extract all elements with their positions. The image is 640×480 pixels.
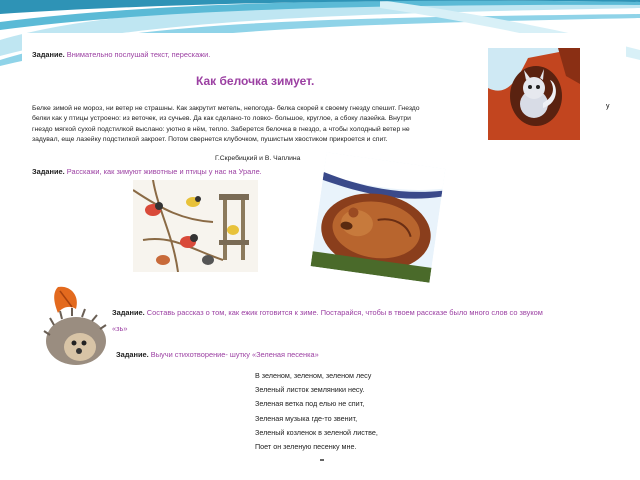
story-title: Как белочка зимует.: [196, 74, 315, 88]
poem-line-3: Зеленая ветка под елью не спит,: [255, 399, 365, 409]
task4-line: [116, 350, 319, 360]
task1-text: Внимательно послушай текст, перескажи.: [66, 50, 211, 59]
task3-label: Задание.: [112, 308, 145, 317]
task1-label: Задание.: [32, 50, 65, 59]
poem-line-6: Поет он зеленую песенку мне.: [255, 442, 357, 452]
poem-line-5: Зеленый козленок в зеленой листве,: [255, 427, 378, 437]
task3-text-line1: Составь рассказ о том, как ежик готовится к зиме. Постарайся, чтобы в твоем рассказе было много слов со звуком: [146, 308, 543, 317]
sleeping-bear-image: [311, 152, 446, 283]
story-line-3: гнездо мягкой сухой подстилкой выслано: уютно в нём, тепло. Заберется белочка в гнездо, а чтобы холодный ветер не: [32, 125, 410, 133]
hedgehog-image: [40, 285, 108, 370]
poem-line-2: Зеленый листок земляники несу.: [255, 385, 365, 395]
birds-feeder-image: [133, 180, 258, 272]
page-mark: [320, 459, 324, 461]
task4-label: Задание.: [116, 350, 149, 359]
task3-line: [112, 308, 543, 318]
task2-line: [32, 167, 262, 177]
task4-text: Выучи стихотворение- шутку «Зеленая песенка»: [150, 350, 319, 359]
poem: [255, 369, 378, 454]
poem-line-1: В зеленом, зеленом, зеленом лесу: [255, 371, 372, 380]
story-line-4: задувал, еще лазейку подстилкой закроет. Потом свернется клубочком, пушистым хвостиком прикроется и спит.: [32, 136, 388, 144]
poem-line-4: Зеленая музыка где-то звенит,: [255, 413, 358, 423]
task1-line: [32, 50, 210, 60]
story-tail-letter: у: [606, 103, 610, 110]
task3-text-line2: «зь»: [112, 324, 128, 333]
squirrel-image: [488, 48, 580, 140]
task2-text: Расскажи, как зимуют животные и птицы у нас на Урале.: [66, 167, 262, 176]
story-authors: Г.Скребицкий и В. Чаплина: [215, 155, 301, 162]
task2-label: Задание.: [32, 167, 65, 176]
story-paragraph: [32, 104, 492, 146]
story-line-2: белки как у птицы устроено: из веточек, из сучьев. Да как сделано-то ловко- большое, круглое, а сбоку лазейка. Внутри: [32, 115, 411, 123]
story-line-1: Белке зимой не мороз, ни ветер не страшны. Как закрутит метель, непогода- белка скорей к своему гнезду спешит. Гнездо: [32, 105, 420, 112]
